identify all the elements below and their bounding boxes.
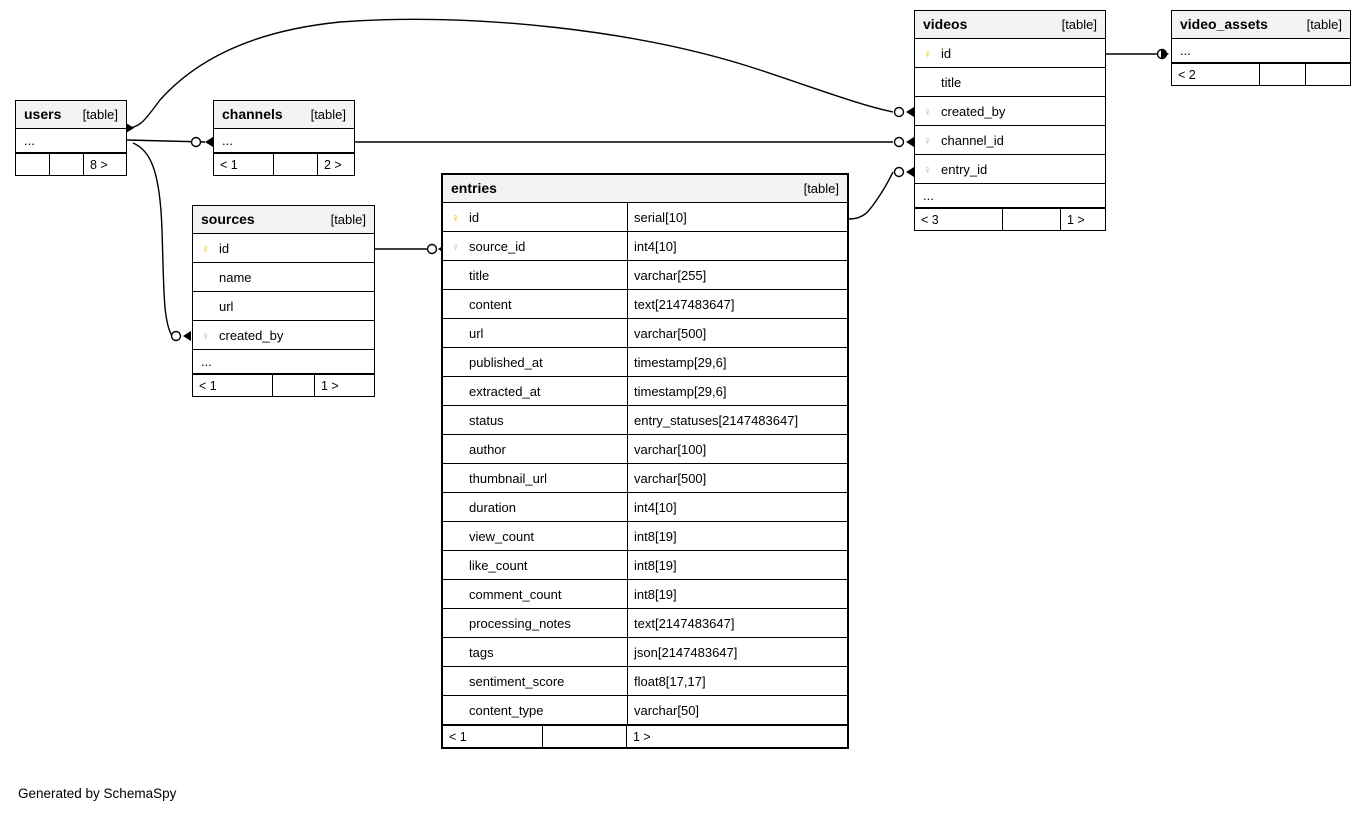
table-footer: [193, 374, 374, 396]
pk-key-icon: ♀: [923, 46, 932, 61]
column-name: tags: [469, 644, 494, 660]
footer-mid: [50, 154, 84, 175]
column-name: title: [469, 267, 490, 283]
table-footer: [1172, 63, 1350, 85]
table-title: sources: [201, 211, 255, 227]
column-name: id: [469, 209, 480, 225]
column-name: id: [219, 240, 230, 256]
generator-credit: Generated by SchemaSpy: [18, 786, 177, 801]
footer-left: < 1: [443, 726, 543, 747]
column-name: view_count: [469, 528, 535, 544]
table-sources[interactable]: [192, 205, 375, 397]
column-type: timestamp[29,6]: [627, 348, 847, 376]
column-name: author: [469, 441, 506, 457]
pk-key-icon: ♀: [451, 210, 460, 225]
footer-mid: [274, 154, 318, 175]
footer-right: 1 >: [321, 378, 339, 393]
column-type: text[2147483647]: [627, 609, 847, 637]
table-row[interactable]: [443, 667, 847, 696]
table-tag: [table]: [310, 106, 346, 122]
table-row[interactable]: [443, 609, 847, 638]
column-type: varchar[255]: [627, 261, 847, 289]
table-title: entries: [451, 180, 497, 196]
column-type: varchar[50]: [627, 696, 847, 724]
table-row[interactable]: [443, 435, 847, 464]
column-name: duration: [469, 499, 516, 515]
column-name: created_by: [941, 103, 1006, 119]
table-footer: [16, 153, 126, 175]
table-row[interactable]: [193, 321, 374, 350]
fk-key-icon: ♀: [201, 328, 210, 343]
column-type: varchar[500]: [627, 464, 847, 492]
footer-right: 2 >: [324, 157, 342, 172]
column-type: entry_statuses[2147483647]: [627, 406, 847, 434]
column-name: like_count: [469, 557, 528, 573]
table-tag: [table]: [1306, 16, 1342, 32]
table-title: video_assets: [1180, 16, 1268, 32]
column-name: sentiment_score: [469, 673, 565, 689]
table-ellipsis: ...: [1172, 39, 1350, 63]
table-ellipsis: ...: [214, 129, 354, 153]
column-name: entry_id: [941, 161, 988, 177]
table-row[interactable]: [443, 638, 847, 667]
table-header: [1172, 11, 1350, 39]
table-footer: [915, 208, 1105, 230]
column-name: status: [469, 412, 504, 428]
table-row[interactable]: [443, 261, 847, 290]
column-type: int8[19]: [627, 522, 847, 550]
column-type: serial[10]: [627, 203, 847, 231]
table-row[interactable]: [915, 126, 1105, 155]
column-name: channel_id: [941, 132, 1004, 148]
footer-left: < 1: [214, 154, 274, 175]
footer-left: [16, 154, 50, 175]
column-name: url: [219, 298, 234, 314]
column-name: title: [941, 74, 962, 90]
table-row[interactable]: [915, 68, 1105, 97]
footer-mid: [543, 726, 627, 747]
footer-mid: [273, 375, 315, 396]
column-type: varchar[500]: [627, 319, 847, 347]
footer-left: < 3: [915, 209, 1003, 230]
column-name: source_id: [469, 238, 526, 254]
footer-mid: [1003, 209, 1061, 230]
fk-key-icon: ♀: [923, 104, 932, 119]
column-type: int4[10]: [627, 493, 847, 521]
table-row[interactable]: [193, 292, 374, 321]
footer-mid: [1260, 64, 1306, 85]
column-type: varchar[100]: [627, 435, 847, 463]
column-name: comment_count: [469, 586, 562, 602]
fk-key-icon: ♀: [451, 239, 460, 254]
table-row[interactable]: [443, 580, 847, 609]
table-row[interactable]: [443, 696, 847, 725]
column-type: int8[19]: [627, 580, 847, 608]
table-row[interactable]: [443, 522, 847, 551]
table-tag: [table]: [330, 211, 366, 227]
table-title: channels: [222, 106, 283, 122]
pk-key-icon: ♀: [201, 241, 210, 256]
column-name: id: [941, 45, 952, 61]
table-row[interactable]: [915, 97, 1105, 126]
table-tag: [table]: [803, 180, 839, 196]
table-users[interactable]: [15, 100, 127, 176]
column-name: created_by: [219, 327, 284, 343]
table-entries[interactable]: [441, 173, 849, 749]
footer-right: 1 >: [1067, 212, 1085, 227]
table-row[interactable]: [193, 263, 374, 292]
table-ellipsis: ...: [193, 350, 374, 374]
footer-right: 8 >: [90, 157, 108, 172]
table-row[interactable]: [443, 348, 847, 377]
table-videos[interactable]: [914, 10, 1106, 231]
column-name: published_at: [469, 354, 543, 370]
footer-right: 1 >: [633, 729, 651, 744]
table-tag: [table]: [82, 106, 118, 122]
column-type: int4[10]: [627, 232, 847, 260]
table-row[interactable]: [443, 551, 847, 580]
table-ellipsis: ...: [915, 184, 1105, 208]
column-name: processing_notes: [469, 615, 571, 631]
column-name: content_type: [469, 702, 544, 718]
table-footer: [443, 725, 847, 747]
table-row[interactable]: [193, 234, 374, 263]
table-row[interactable]: [443, 203, 847, 232]
footer-left: < 1: [193, 375, 273, 396]
table-title: videos: [923, 16, 968, 32]
table-header: [214, 101, 354, 129]
table-video-assets[interactable]: [1171, 10, 1351, 86]
column-type: int8[19]: [627, 551, 847, 579]
table-title: users: [24, 106, 62, 122]
table-row[interactable]: [443, 377, 847, 406]
table-row[interactable]: [443, 493, 847, 522]
table-header: [16, 101, 126, 129]
footer-right: [1306, 64, 1318, 85]
column-name: extracted_at: [469, 383, 541, 399]
table-ellipsis: ...: [16, 129, 126, 153]
table-header: [915, 11, 1105, 39]
table-channels[interactable]: [213, 100, 355, 176]
column-name: content: [469, 296, 512, 312]
table-tag: [table]: [1061, 16, 1097, 32]
table-footer: [214, 153, 354, 175]
column-name: url: [469, 325, 484, 341]
column-type: text[2147483647]: [627, 290, 847, 318]
column-type: json[2147483647]: [627, 638, 847, 666]
footer-left: < 2: [1172, 64, 1260, 85]
table-row[interactable]: [443, 290, 847, 319]
fk-key-icon: ♀: [923, 162, 932, 177]
table-header: [443, 175, 847, 203]
table-row[interactable]: [443, 464, 847, 493]
fk-key-icon: ♀: [923, 133, 932, 148]
column-type: timestamp[29,6]: [627, 377, 847, 405]
table-row[interactable]: [915, 155, 1105, 184]
table-row[interactable]: [443, 406, 847, 435]
column-type: float8[17,17]: [627, 667, 847, 695]
table-header: [193, 206, 374, 234]
column-name: name: [219, 269, 252, 285]
table-row[interactable]: [915, 39, 1105, 68]
table-row[interactable]: [443, 232, 847, 261]
table-row[interactable]: [443, 319, 847, 348]
column-name: thumbnail_url: [469, 470, 548, 486]
